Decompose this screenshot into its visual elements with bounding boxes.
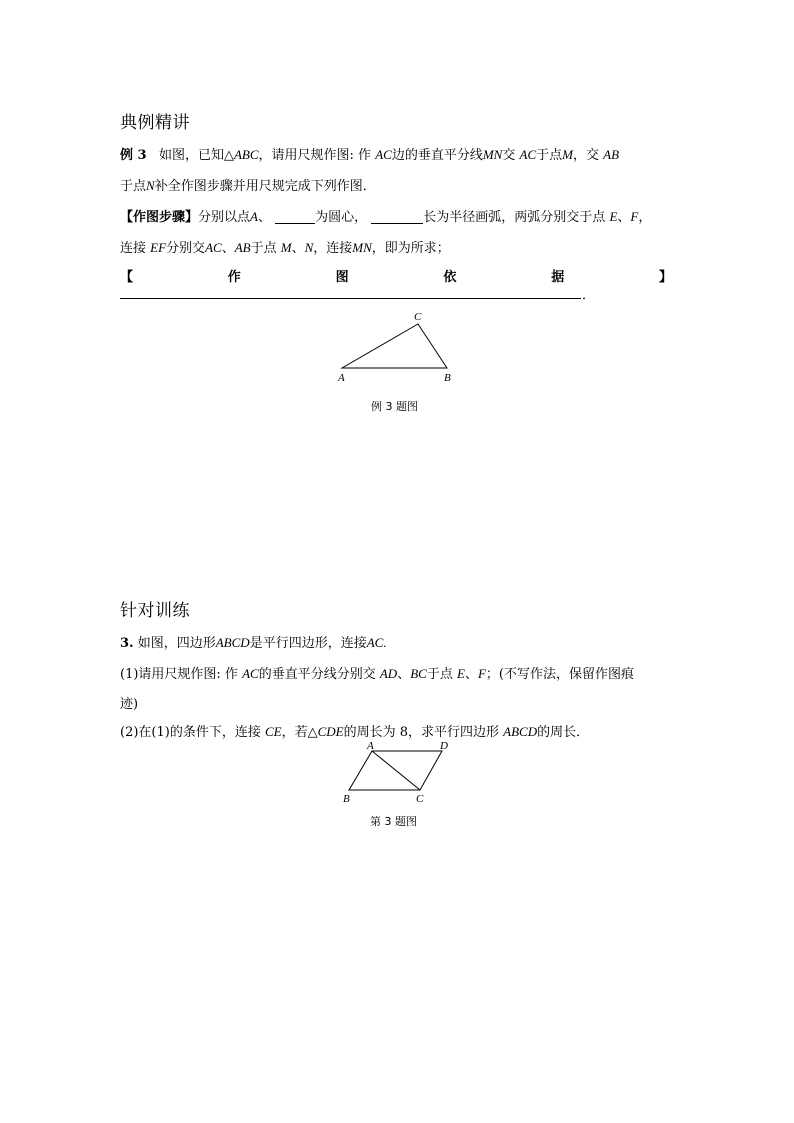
vertex-label-b: B <box>343 793 350 805</box>
answer-blank-center[interactable] <box>275 209 315 224</box>
example-3-line-1: 例 3 如图，已知△ABC，请用尺规作图: 作 AC边的垂直平分线MN交 AC于点M，交 AB <box>120 147 620 163</box>
question-3-part-1-cont: 迹) <box>120 697 139 712</box>
figure-caption-example-3: 例 3 题图 <box>371 400 418 413</box>
question-number: 3. <box>120 636 134 651</box>
vertex-label-c: C <box>414 311 422 323</box>
construction-steps-line-2: 连接 EF分别交AC、AB于点 M、N，连接MN，即为所求； <box>120 240 450 256</box>
figure-caption-question-3: 第 3 题图 <box>370 815 417 828</box>
construction-steps-line: 【作图步骤】分别以点A、 为圆心， 长为半径画弧，两弧分别交于点 E、F， <box>120 209 652 225</box>
answer-blank-basis[interactable] <box>120 298 581 299</box>
parallelogram-abcd-figure <box>336 738 460 808</box>
vertex-label-b: B <box>444 372 451 384</box>
diagonal-ac <box>372 751 420 790</box>
basis-end-period: ． <box>582 288 596 303</box>
question-3-part-1: (1)请用尺规作图: 作 AC的垂直平分线分别交 AD、BC于点 E、F；(不写作法，保留作图痕 <box>120 666 634 682</box>
vertex-label-d: D <box>440 740 448 752</box>
vertex-label-a: A <box>367 740 374 752</box>
triangle-abc <box>342 324 447 368</box>
triangle-abc-figure <box>330 308 470 388</box>
question-3-line: 3. 如图，四边形ABCD是平行四边形，连接AC. <box>120 635 387 651</box>
vertex-label-c: C <box>416 793 424 805</box>
answer-blank-radius[interactable] <box>371 209 423 224</box>
example-label: 例 3 <box>120 148 147 163</box>
construction-basis-row: 【 作 图 依 据 】 <box>120 270 672 285</box>
question-3-part-2: (2)在(1)的条件下，连接 CE，若△CDE的周长为 8，求平行四边形 ABCD的周长． <box>120 724 590 740</box>
section-heading-examples: 典例精讲 <box>120 113 190 133</box>
vertex-label-a: A <box>338 372 345 384</box>
section-heading-practice: 针对训练 <box>120 601 190 621</box>
example-3-line-2: 于点N补全作图步骤并用尺规完成下列作图． <box>120 178 376 194</box>
steps-label: 【作图步骤】 <box>120 210 199 225</box>
